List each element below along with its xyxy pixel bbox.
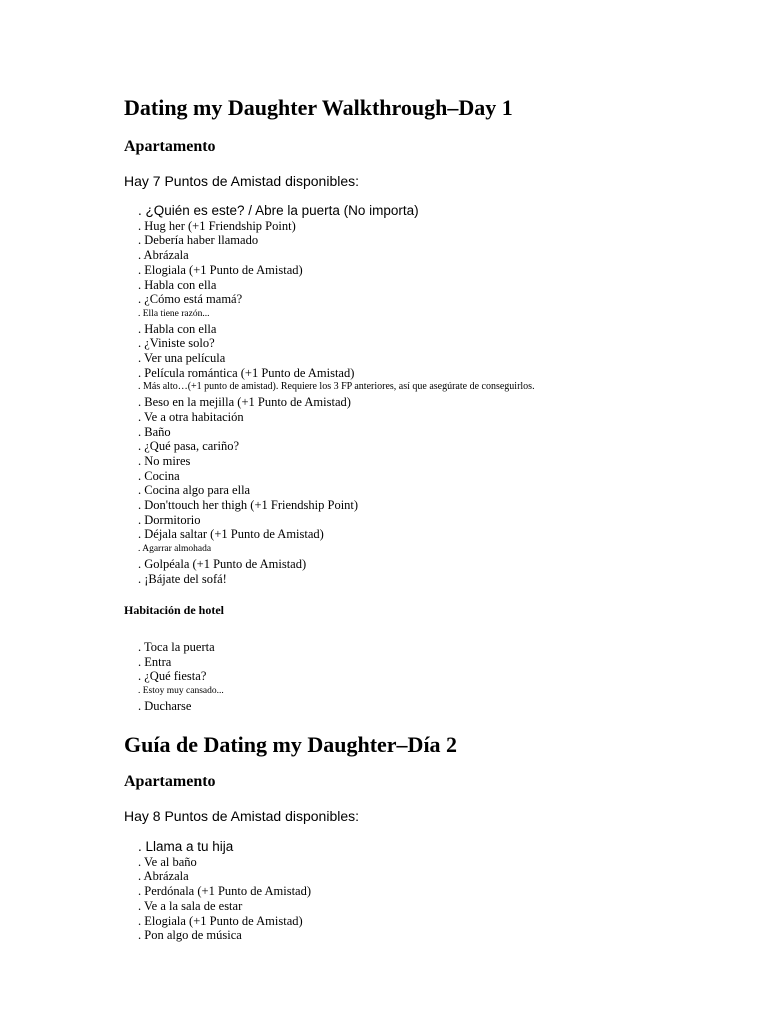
list-item: . Abrázala — [138, 248, 189, 263]
list-item: . Ducharse — [138, 698, 192, 713]
list-item: . Toca la puerta — [138, 640, 215, 654]
day1-title: Dating my Daughter Walkthrough–Day 1 — [124, 95, 513, 120]
list-item: . ¡Bájate del sofá! — [138, 571, 227, 586]
list-item: . No mires — [138, 453, 191, 468]
list-item: . Ve a la sala de estar — [138, 898, 243, 913]
list-item: . ¿Viniste solo? — [138, 336, 215, 351]
list-item: . Abrázala — [138, 869, 189, 884]
list-item: . Ella tiene razón... — [138, 308, 210, 319]
list-item: . Agarrar almohada — [138, 544, 212, 555]
list-item: . Perdónala (+1 Punto de Amistad) — [138, 884, 311, 899]
list-item: . Pon algo de música — [138, 928, 242, 943]
list-item: . Cocina — [138, 468, 180, 483]
list-item: . Más alto…(+1 punto de amistad). Requiere los 3 FP anteriores, así que asegúrate de conseguirlos. — [138, 381, 535, 393]
list-item: . Habla con ella — [138, 277, 217, 292]
list-item: . Llama a tu hija — [138, 839, 234, 854]
list-item: . Ve a otra habitación — [138, 409, 244, 424]
list-item: . Déjala saltar (+1 Punto de Amistad) — [138, 527, 324, 542]
list-item: . ¿Qué pasa, cariño? — [138, 439, 239, 454]
list-item: . Entra — [138, 654, 172, 669]
day1-apartment-intro: Hay 7 Puntos de Amistad disponibles: — [124, 173, 360, 189]
list-item: . Elogiala (+1 Punto de Amistad) — [138, 262, 303, 277]
list-item: . Película romántica (+1 Punto de Amistad) — [138, 365, 355, 380]
list-item: . Baño — [138, 424, 171, 439]
list-item: . Elogiala (+1 Punto de Amistad) — [138, 913, 303, 928]
day1-hotel-heading: Habitación de hotel — [124, 603, 225, 617]
day2-apartment-heading: Apartamento — [124, 773, 216, 790]
list-item: . Ver una película — [138, 351, 226, 366]
list-item: . Debería haber llamado — [138, 233, 259, 248]
day1-apartment-list — [138, 204, 535, 586]
list-item: . Ve al baño — [138, 854, 197, 869]
day1-apartment-heading: Apartamento — [124, 138, 216, 155]
list-item: . ¿Cómo está mamá? — [138, 292, 243, 307]
list-item: . Hug her (+1 Friendship Point) — [138, 218, 296, 233]
list-item: . ¿Quién es este? / Abre la puerta (No importa) — [138, 203, 419, 218]
day2-apartment-list — [138, 840, 311, 943]
list-item: . ¿Qué fiesta? — [138, 669, 207, 684]
day2-title: Guía de Dating my Daughter–Día 2 — [124, 732, 458, 757]
list-item: . Estoy muy cansado... — [138, 686, 224, 697]
list-item: . Beso en la mejilla (+1 Punto de Amistad) — [138, 395, 351, 410]
list-item: . Dormitorio — [138, 512, 201, 527]
list-item: . Don'ttouch her thigh (+1 Friendship Point) — [138, 498, 359, 513]
list-item: . Cocina algo para ella — [138, 483, 251, 498]
list-item: . Habla con ella — [138, 321, 217, 336]
day1-hotel-list — [138, 640, 224, 714]
day2-apartment-intro: Hay 8 Puntos de Amistad disponibles: — [124, 808, 360, 824]
list-item: . Golpéala (+1 Punto de Amistad) — [138, 556, 307, 571]
